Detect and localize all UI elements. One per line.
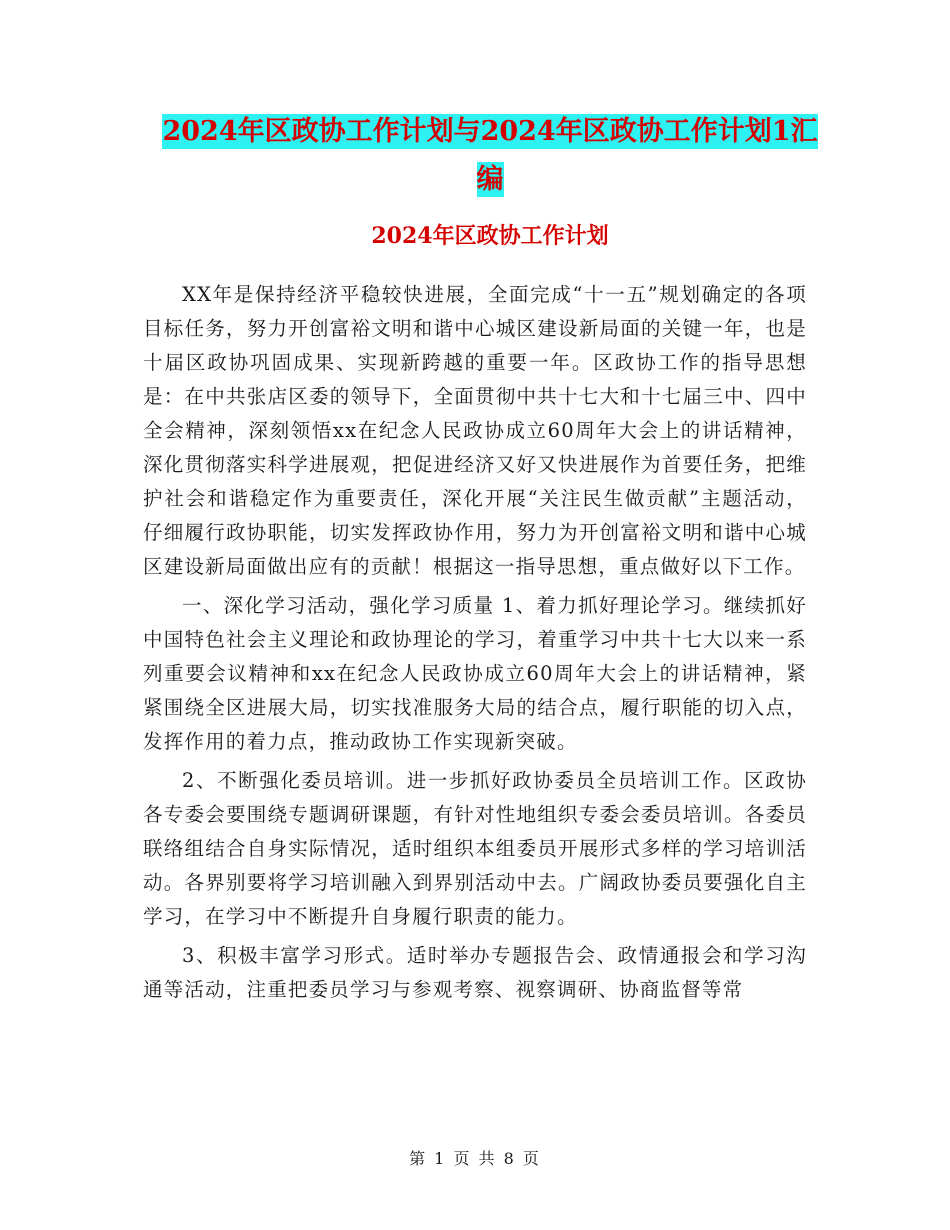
title-line-2: 编 xyxy=(476,164,504,195)
paragraph-3: 3、积极丰富学习形式。适时举办专题报告会、政情通报会和学习沟通等活动，注重把委员学习与参观考察、视察调研、协商监督等常 xyxy=(143,944,807,1001)
paragraph-2: 2、不断强化委员培训。进一步抓好政协委员全员培训工作。区政协各专委会要围绕专题调研课题，有针对性地组织专委会委员培训。各委员联络组结合自身实际情况，适时组织本组委员开展形式多样的学习培训活动。各界别要将学习培训融入到界别活动中去。广阔政协委员要强化自主学习，在学习中不断提升自身履行职责的能力。 xyxy=(143,769,807,928)
document-body xyxy=(143,278,807,1012)
page-footer: 第 1 页 共 8 页 xyxy=(409,1149,541,1168)
paragraph-intro: XX年是保持经济平稳较快进展，全面完成“十一五”规划确定的各项目标任务，努力开创富裕文明和谐中心城区建设新局面的关键一年，也是十届区政协巩固成果、实现新跨越的重要一年。区政协工作的指导思想是：在中共张店区委的领导下，全面贯彻中共十七大和十七届三中、四中全会精神，深刻领悟xx在纪念人民政协成立60周年大会上的讲话精神，深化贯彻落实科学进展观，把促进经济又好又快进展作为首要任务，把维护社会和谐稳定作为重要责任，深化开展“关注民生做贡献”主题活动，仔细履行政协职能，切实发挥政协作用，努力为开创富裕文明和谐中心城区建设新局面做出应有的贡献！根据这一指导思想，重点做好以下工作。 xyxy=(143,283,807,578)
document-title xyxy=(150,108,830,204)
title-line-1: 2024年区政协工作计划与2024年区政协工作计划1汇 xyxy=(162,116,818,147)
section-title: 2024年区政协工作计划 xyxy=(371,223,609,249)
paragraph-1: 一、深化学习活动，强化学习质量 1、着力抓好理论学习。继续抓好中国特色社会主义理论和政协理论的学习，着重学习中共十七大以来一系列重要会议精神和xx在纪念人民政协成立60周年大会上的讲话精神，紧紧围绕全区进展大局，切实找准服务大局的结合点，履行职能的切入点，发挥作用的着力点，推动政协工作实现新突破。 xyxy=(143,594,807,753)
